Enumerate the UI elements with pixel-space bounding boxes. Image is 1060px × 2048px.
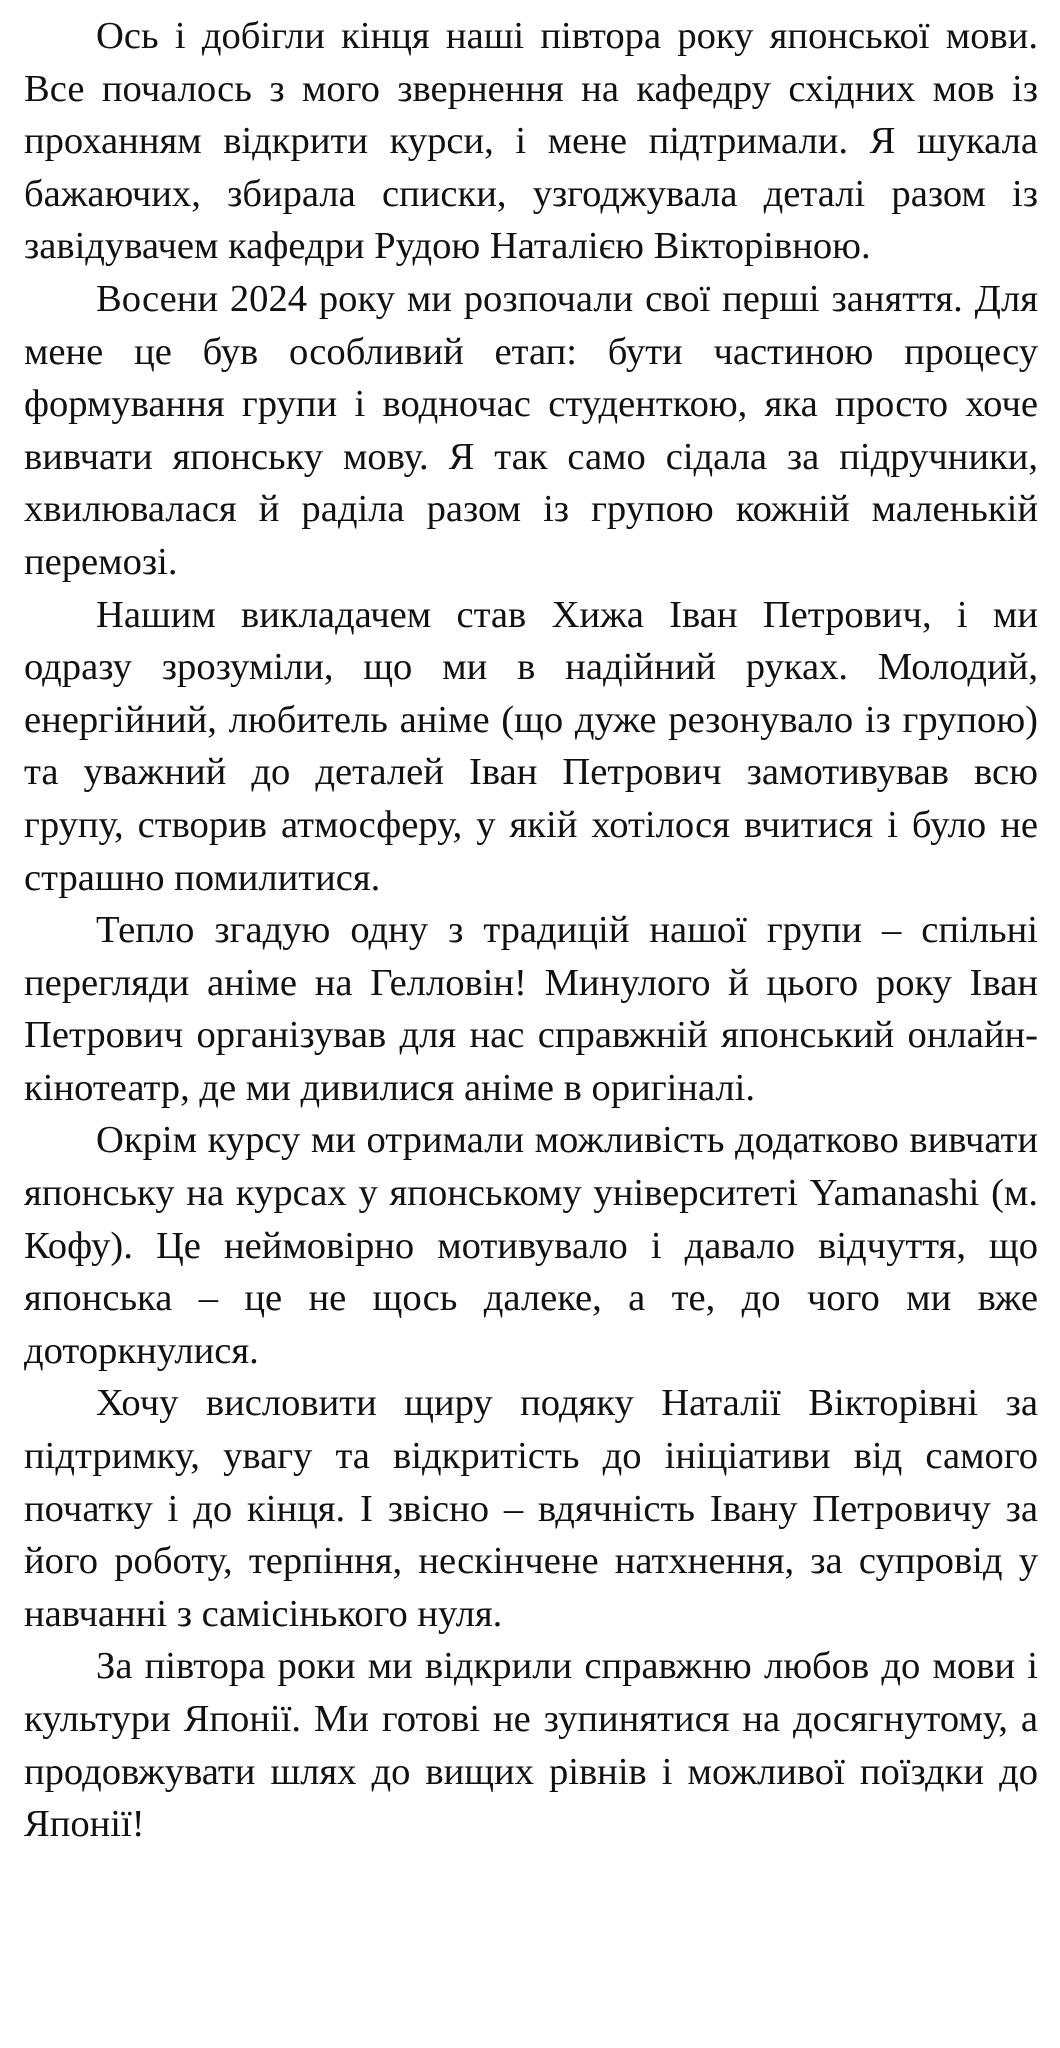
paragraph-intro: Ось і добігли кінця наші півтора року японської мови. Все почалось з мого звернення на кафедру східних мов із проханням відкрити курси, і мене підтримали. Я шукала бажаючих, збирала списки, узгоджувала деталі разом із завідувачем кафедри Рудою Наталією Вікторівною.	[24, 15, 1038, 268]
paragraph-teacher: Нашим викладачем став Хижа Іван Петрович, і ми одразу зрозуміли, що ми в надійний руках. Молодий, енергійний, любитель аніме (що дуже резонувало із групою) та уважний до деталей Іван Петрович замотивував всю групу, створив атмосферу, у якій хотілося вчитися і було не страшно помилитися.	[24, 593, 1038, 899]
paragraph-halloween-tradition: Тепло згадую одну з традицій нашої групи – спільні перегляди аніме на Гелловін! Минулого й цього року Іван Петрович організував для нас справжній японський онлайн-кінотеатр, де ми дивилися аніме в оригіналі.	[24, 909, 1038, 1109]
paragraph-conclusion: За півтора роки ми відкрили справжню любов до мови і культури Японії. Ми готові не зупинятися на досягнутому, а продовжувати шлях до вищих рівнів і можливої поїздки до Японії!	[24, 1645, 1038, 1846]
paragraph-gratitude: Хочу висловити щиру подяку Наталії Вікторівні за підтримку, увагу та відкритість до ініціативи від самого початку і до кінця. І звісно – вдячність Івану Петровичу за його роботу, терпіння, нескінчене натхнення, за супровід у навчанні з самісінького нуля.	[24, 1382, 1038, 1635]
paragraph-yamanashi-courses: Окрім курсу ми отримали можливість додатково вивчати японську на курсах у японському університеті Yamanashi (м. Кофу). Це неймовірно мотивувало і давало відчуття, що японська – це не щось далеке, а те, до чого ми вже доторкнулися.	[24, 1119, 1038, 1372]
paragraph-autumn-2024: Восени 2024 року ми розпочали свої перші заняття. Для мене це був особливий етап: бути частиною процесу формування групи і водночас студенткою, яка просто хоче вивчати японську мову. Я так само сідала за підручники, хвилювалася й раділа разом із групою кожній маленькій перемозі.	[24, 277, 1038, 583]
